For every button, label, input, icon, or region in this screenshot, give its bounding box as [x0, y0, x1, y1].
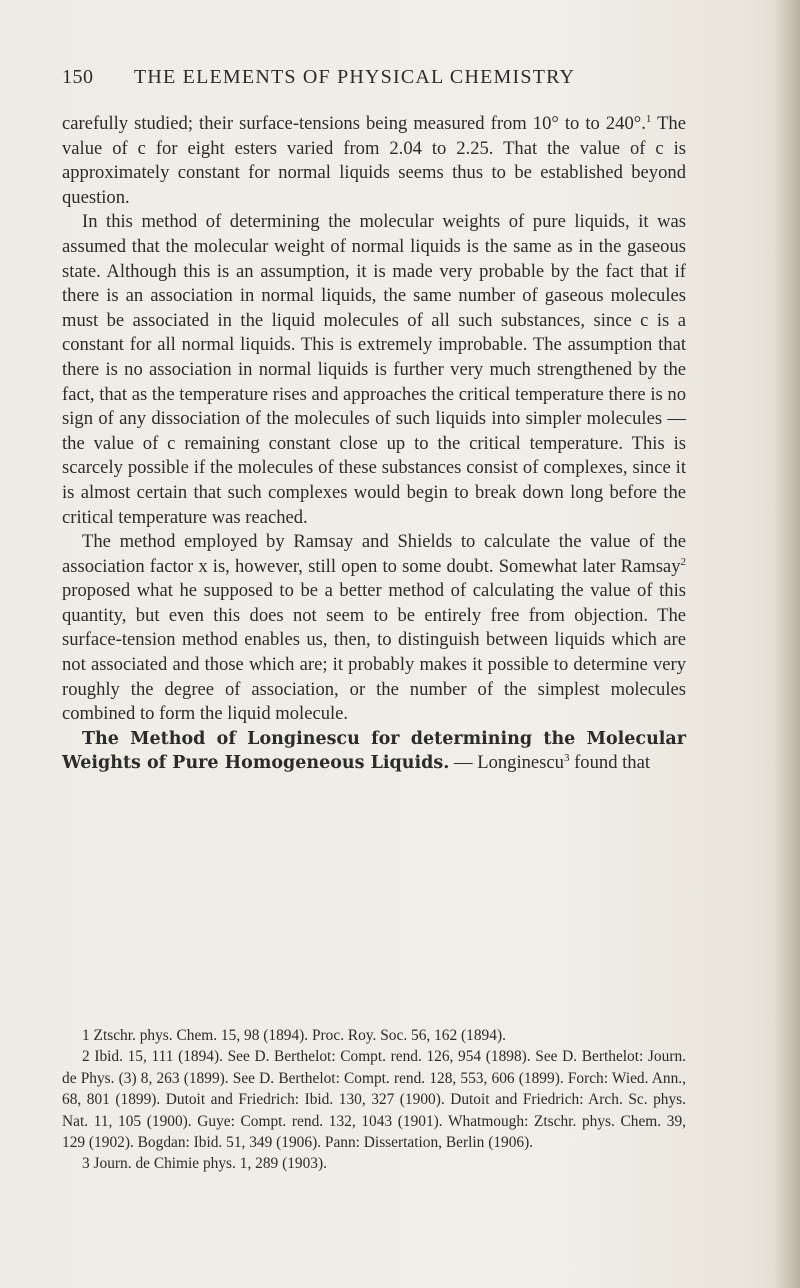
- paragraph-1-rest: The value of c for eight esters varied from 2.04 to 2.25. That the value of c is approximately constant for normal liquids seems thus to be established beyond question.: [62, 113, 686, 208]
- footnotes: [62, 1025, 686, 1175]
- page-header: [62, 66, 702, 94]
- paragraph-4-text-a: — Longinescu: [449, 752, 564, 774]
- paragraph-2: In this method of determining the molecular weights of pure liquids, it was assumed that the molecular weight of normal liquids is the same as in the gaseous state. Although this is an assumption, it is made very probable by the fact that if there is an association in normal liquids, the same number of gaseous molecules must be associated in the liquid molecules of all such substances, since c is a constant for all normal liquids. This is extremely improbable. The assumption that there is no association in normal liquids is further very much strengthened by the fact, that as the temperature rises and approaches the critical temperature there is no sign of any dissociation of the molecules of such liquids into simpler molecules — the value of c remaining constant close up to the critical temperature. This is scarcely possible if the molecules of these substances consist of complexes, since it is almost certain that such complexes would begin to break down long before the critical temperature was reached.: [62, 211, 686, 528]
- footnote-1: 1 Ztschr. phys. Chem. 15, 98 (1894). Proc. Roy. Soc. 56, 162 (1894).: [82, 1027, 506, 1044]
- footnote-3: 3 Journ. de Chimie phys. 1, 289 (1903).: [82, 1155, 327, 1173]
- paragraph-3-text-a: The method employed by Ramsay and Shields to calculate the value of the association factor x is, however, still open to some doubt. Somewhat later Ramsay: [62, 531, 686, 577]
- paragraph-3-text-b: proposed what he supposed to be a better method of calculating the value of this quantity, but even this does not seem to be entirely free from objection. The surface-tension method enables us, then, to distinguish between liquids which are not associated and those which are; it probably makes it possible to determine very roughly the degree of association, or the number of the simplest molecules combined to form the liquid molecule.: [62, 580, 686, 725]
- page-number: 150: [62, 66, 94, 88]
- paragraph-3: [62, 530, 686, 727]
- paragraph-4: [62, 727, 686, 776]
- footnote-ref-2: 2: [680, 555, 686, 568]
- footnote-ref-1: 1: [645, 113, 652, 125]
- paragraph-1: [62, 112, 686, 210]
- paragraph-4-text-b: found that: [569, 752, 651, 774]
- footnote-2: 2 Ibid. 15, 111 (1894). See D. Berthelot: Compt. rend. 126, 954 (1898). See D. Berthelot: Journ. de Phys. (3) 8, 263 (1899). See D. Berthelot: Compt. rend. 128, 553, 606 (1899). Forch: Wied. Ann., 68, 801 (1899). Dutoit and Friedrich: Ibid. 130, 327 (1900). Dutoit and Friedrich: Arch. Sc. phys. Nat. 11, 105 (1900). Guye: Compt. rend. 132, 1043 (1901). Whatmough: Ztschr. phys. Chem. 39, 129 (1902). Bogdan: Ibid. 51, 349 (1906). Pann: Dissertation, Berlin (1906).: [62, 1048, 686, 1152]
- section-heading: The Method of Longinescu for determining the Molecular Weights of Pure Homogeneous Liquids.: [62, 728, 686, 774]
- body-text: [62, 112, 686, 776]
- running-title: THE ELEMENTS OF PHYSICAL CHEMISTRY: [134, 66, 576, 88]
- footnote-ref-3: 3: [563, 752, 570, 765]
- page-edge-shadow: [774, 0, 800, 1288]
- paragraph-1-text: carefully studied; their surface-tensions being measured from 10° to to 240°.: [62, 113, 646, 134]
